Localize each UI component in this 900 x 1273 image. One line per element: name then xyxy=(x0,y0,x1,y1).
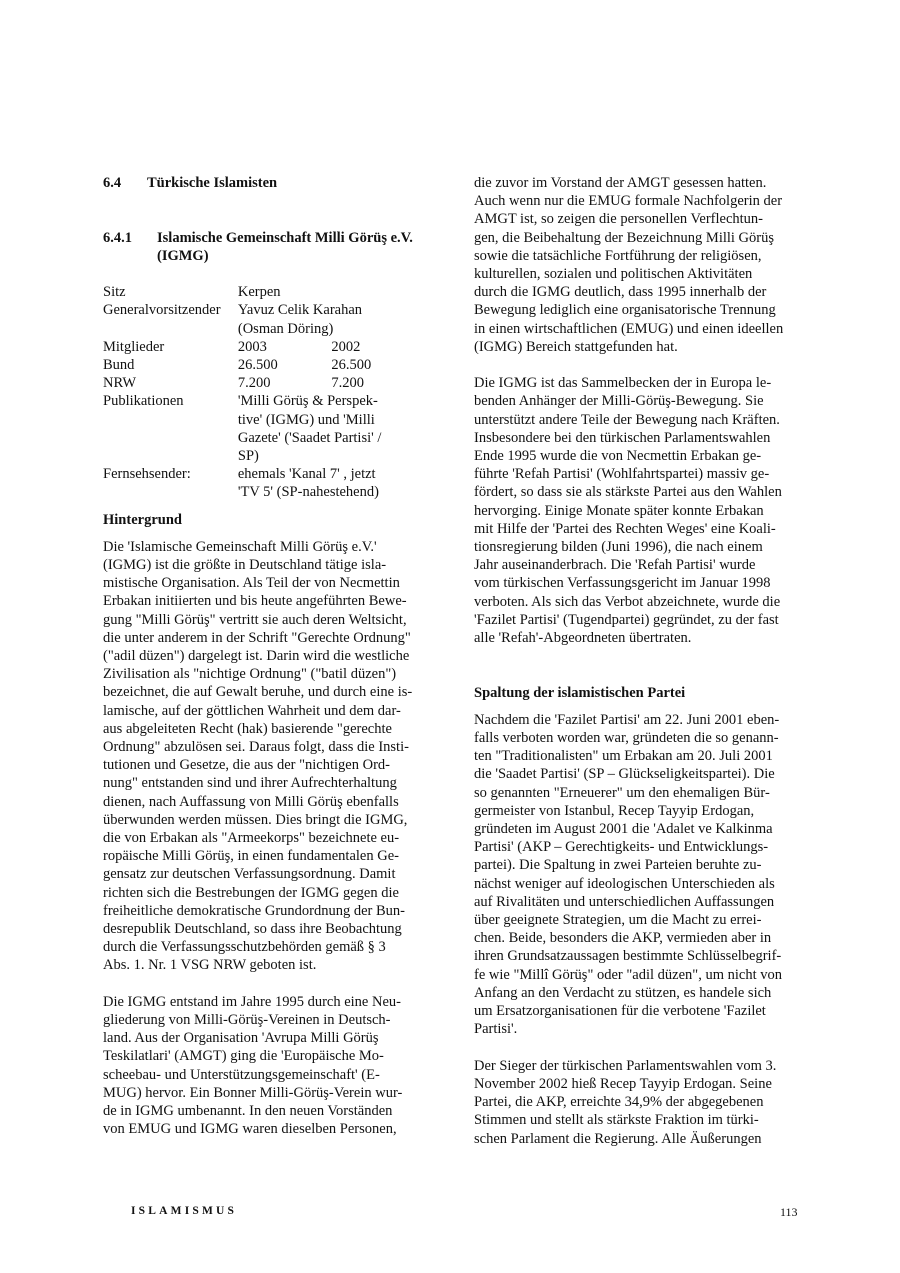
text-line: Die IGMG entstand im Jahre 1995 durch eine Neu- xyxy=(103,993,401,1010)
facts-value-line: tive' (IGMG) und 'Milli xyxy=(237,411,375,428)
text-line: desrepublik Deutschland, so dass ihre Beobachtung xyxy=(103,921,402,938)
subsection-title xyxy=(157,229,413,265)
text-line: die unter anderem in der Schrift "Gerechte Ordnung" xyxy=(103,629,411,646)
text-line: unterstützt andere Teile der Bewegung nach Kräften. xyxy=(474,411,780,428)
facts-label: Sitz xyxy=(103,284,126,301)
text-line: gen, die Beibehaltung der Bezeichnung Milli Görüş xyxy=(474,229,774,246)
facts-row-mitglieder xyxy=(103,338,425,356)
running-title: ISLAMISMUS xyxy=(131,1205,238,1217)
facts-value xyxy=(238,301,425,337)
right-column xyxy=(474,174,798,1148)
text-line: Ende 1995 wurde die von Necmettin Erbakan ge- xyxy=(474,448,762,465)
right-paragraph-4 xyxy=(474,1057,798,1148)
text-line: führte 'Refah Partisi' (Wohlfahrtspartei) massiv ge- xyxy=(474,466,770,483)
text-line: in einen wirtschaftlichen (EMUG) und einen ideellen xyxy=(474,320,784,337)
text-line: Der Sieger der türkischen Parlamentswahlen vom 3. xyxy=(474,1057,777,1074)
text-line: fördert, so dass sie als stärkste Partei aus den Wahlen xyxy=(474,484,782,501)
text-line: de in IGMG umbenannt. In den neuen Vorständen xyxy=(103,1103,393,1120)
text-line: (IGMG) Bereich stattgefunden hat. xyxy=(474,338,678,355)
text-line: Partisi' (AKP – Gerechtigkeits- und Entwicklungs- xyxy=(474,839,769,856)
text-line: scheebau- und Unterstützungsgemeinschaft' (E- xyxy=(103,1066,380,1083)
facts-label: Generalvorsitzender xyxy=(103,302,221,319)
facts-value: 26.500 xyxy=(237,356,278,373)
text-line: gründeten im August 2001 die 'Adalet ve Kalkinma xyxy=(474,821,773,838)
text-line: freiheitliche demokratische Grundordnung der Bun- xyxy=(103,902,405,919)
left-paragraph-1 xyxy=(103,538,425,975)
text-line: kulturellen, sozialen und politischen Aktivitäten xyxy=(474,266,753,283)
facts-row-bund xyxy=(103,356,425,374)
facts-year: 2002 xyxy=(331,338,361,355)
text-line: Insbesondere bei den türkischen Parlamentswahlen xyxy=(474,429,771,446)
facts-value-line: 'TV 5' (SP-nahestehend) xyxy=(237,484,379,501)
text-line: (IGMG) ist die größte in Deutschland tätige isla- xyxy=(103,557,387,574)
facts-value xyxy=(238,392,425,465)
text-line: land. Aus der Organisation 'Avrupa Milli Görüş xyxy=(103,1030,379,1047)
text-line: Die 'Islamische Gemeinschaft Milli Görüş e.V.' xyxy=(103,538,377,555)
text-line: benden Anhänger der Milli-Görüş-Bewegung. Sie xyxy=(474,393,764,410)
text-line: die 'Saadet Partisi' (SP – Glückseligkeitspartei). Die xyxy=(474,766,775,783)
right-paragraph-1 xyxy=(474,174,798,356)
text-line: November 2002 hieß Recep Tayyip Erdogan. Seine xyxy=(474,1075,772,1092)
text-line: germeister von Istanbul, Recep Tayyip Erdogan, xyxy=(474,802,755,819)
text-line: die zuvor im Vorstand der AMGT gesessen hatten. xyxy=(474,175,767,191)
text-line: alle 'Refah'-Abgeordneten übertraten. xyxy=(474,630,692,647)
text-line: die von Erbakan als "Armeekorps" bezeichnete eu- xyxy=(103,830,400,847)
text-line: vom türkischen Verfassungsgericht im Januar 1998 xyxy=(474,575,771,592)
facts-row-publikationen xyxy=(103,392,425,465)
text-line: lamische, auf der göttlichen Wahrheit und dem dar- xyxy=(103,702,401,719)
text-line: über geeignete Strategien, um die Macht zu errei- xyxy=(474,912,762,929)
text-line: tutionen und Gesetze, die aus der "nichtigen Ord- xyxy=(103,757,390,774)
text-line: richten sich die Bestrebungen der IGMG gegen die xyxy=(103,884,399,901)
text-line: ("adil düzen") dargelegt ist. Darin wird die westliche xyxy=(103,648,410,665)
text-line: mistische Organisation. Als Teil der von Necmettin xyxy=(103,575,400,592)
facts-value: 7.200 xyxy=(237,375,271,392)
text-line: MUG) hervor. Ein Bonner Milli-Görüş-Verein wur- xyxy=(103,1084,403,1101)
text-line: aus abgeleiteten Recht (hak) basierende "gerechte xyxy=(103,720,392,737)
text-line: durch die IGMG deutlich, dass 1995 innerhalb der xyxy=(474,284,767,301)
facts-label: Fernsehsender: xyxy=(103,466,191,483)
section-title: Türkische Islamisten xyxy=(147,175,278,191)
text-line: verboten. Als sich das Verbot abzeichnete, wurde die xyxy=(474,593,781,610)
subsection-number: 6.4.1 xyxy=(103,229,132,246)
page-number: 113 xyxy=(780,1205,798,1219)
text-line: Teskilatlari' (AMGT) ging die 'Europäische Mo- xyxy=(103,1048,384,1065)
facts-value-line: (Osman Döring) xyxy=(237,320,334,337)
facts-row-sitz xyxy=(103,283,425,301)
text-line: bezeichnet, die auf Gewalt beruhe, und durch eine is- xyxy=(103,684,413,701)
facts-table xyxy=(103,283,425,501)
text-line: auf Rivalitäten und unterschiedlichen Auffassungen xyxy=(474,893,775,910)
right-paragraph-3 xyxy=(474,711,798,1039)
facts-value-line: 'Milli Görüş & Perspek- xyxy=(237,393,378,410)
text-line: überwunden werden müssen. Dies bringt die IGMG, xyxy=(103,811,408,828)
text-line: chen. Beide, besonders die AKP, vermieden aber in xyxy=(474,930,772,947)
text-line: schen Parlament die Regierung. Alle Äußerungen xyxy=(474,1130,762,1147)
facts-label: Publikationen xyxy=(103,393,184,410)
text-line: ihren Grundsatzaussagen bestimmte Schlüsselbegrif- xyxy=(474,948,782,965)
text-line: nächst weniger auf ideologischen Unterschieden als xyxy=(474,875,775,892)
text-line: Stimmen und stellt als stärkste Fraktion im türki- xyxy=(474,1112,759,1129)
text-line: falls verboten worden war, gründeten die so genann- xyxy=(474,730,779,747)
facts-row-nrw xyxy=(103,374,425,392)
facts-year: 2003 xyxy=(237,338,267,355)
text-line: Auch wenn nur die EMUG formale Nachfolgerin der xyxy=(474,193,783,210)
facts-row-vorsitz xyxy=(103,301,425,337)
facts-value-line: ehemals 'Kanal 7' , jetzt xyxy=(237,466,376,483)
facts-value-line: Gazete' ('Saadet Partisi' / xyxy=(237,429,382,446)
text-line: ropäische Milli Görüş, in einen fundamentalen Ge- xyxy=(103,848,399,865)
text-line: fe wie "Millî Görüş" oder "adil düzen", um nicht von xyxy=(474,966,782,983)
text-line: gliederung von Milli-Görüş-Vereinen in Deutsch- xyxy=(103,1012,391,1029)
text-line: 'Fazilet Partisi' (Tugendpartei) gegründet, zu der fast xyxy=(474,611,779,628)
text-line: sowie die tatsächliche Fortführung der religiösen, xyxy=(474,247,762,264)
facts-value: Kerpen xyxy=(237,284,281,301)
text-line: AMGT ist, so zeigen die personellen Verflechtun- xyxy=(474,211,763,228)
text-line: partei). Die Spaltung in zwei Parteien beruhte zu- xyxy=(474,857,762,874)
subsection-title-line: Islamische Gemeinschaft Milli Görüş e.V. xyxy=(157,229,413,246)
text-line: Nachdem die 'Fazilet Partisi' am 22. Juni 2001 eben- xyxy=(474,711,780,728)
subsection-title-line: (IGMG) xyxy=(157,247,209,264)
text-line: Bewegung lediglich eine organisatorische Trennung xyxy=(474,302,776,319)
spaltung-heading: Spaltung der islamistischen Partei xyxy=(474,684,686,701)
text-line: Abs. 1. Nr. 1 VSG NRW geboten ist. xyxy=(103,957,317,974)
text-line: Partisi'. xyxy=(474,1021,518,1038)
section-number: 6.4 xyxy=(103,175,122,191)
facts-label: Mitglieder xyxy=(103,338,165,355)
facts-value-line: SP) xyxy=(237,448,259,464)
facts-value: 26.500 xyxy=(331,356,372,373)
text-line: um Ersatzorganisationen für die verbotene 'Fazilet xyxy=(474,1003,766,1020)
text-line: durch die Verfassungsschutzbehörden gemäß § 3 xyxy=(103,939,386,956)
text-line: Partei, die AKP, erreichte 34,9% der abgegebenen xyxy=(474,1094,764,1111)
text-line: von EMUG und IGMG waren dieselben Personen, xyxy=(103,1121,397,1138)
facts-label: NRW xyxy=(103,375,137,392)
text-line: ten "Traditionalisten" um Erbakan am 20. Juli 2001 xyxy=(474,748,773,765)
section-heading xyxy=(103,174,425,192)
text-line: Zivilisation als "nichtige Ordnung" ("batil düzen") xyxy=(103,666,397,683)
facts-value xyxy=(238,465,425,501)
text-line: gung "Milli Görüş" vertritt sie auch deren Weltsicht, xyxy=(103,611,407,628)
text-line: mit Hilfe der 'Partei des Rechten Weges' eine Koali- xyxy=(474,520,776,537)
text-line: dienen, nach Auffassung von Milli Görüş ebenfalls xyxy=(103,793,399,810)
text-line: Jahr auseinanderbrach. Die 'Refah Partisi' wurde xyxy=(474,557,756,574)
text-line: hervorging. Einige Monate später konnte Erbakan xyxy=(474,502,764,519)
left-paragraph-2 xyxy=(103,993,425,1139)
text-line: nung" entstanden sind und ihrer Aufrechterhaltung xyxy=(103,775,397,792)
text-line: Ordnung" abzulösen sei. Daraus folgt, dass die Insti- xyxy=(103,739,409,756)
text-line: tionsregierung bilden (Juni 1996), die nach einem xyxy=(474,539,763,556)
facts-value-line: Yavuz Celik Karahan xyxy=(237,302,363,319)
text-line: so genannten "Erneuerer" um den ehemaligen Bür- xyxy=(474,784,770,801)
facts-label: Bund xyxy=(103,356,135,373)
facts-value: 7.200 xyxy=(331,375,365,392)
hintergrund-heading: Hintergrund xyxy=(103,511,182,528)
subsection-heading xyxy=(103,229,425,265)
text-line: gensatz zur deutschen Verfassungsordnung. Damit xyxy=(103,866,396,883)
text-line: Anfang an den Verdacht zu stützen, es handele sich xyxy=(474,984,772,1001)
right-paragraph-2 xyxy=(474,374,798,647)
facts-row-fernsehsender xyxy=(103,465,425,501)
left-column xyxy=(103,174,425,1139)
text-line: Erbakan initiierten und bis heute angeführten Bewe- xyxy=(103,593,407,610)
text-line: Die IGMG ist das Sammelbecken der in Europa le- xyxy=(474,375,772,392)
